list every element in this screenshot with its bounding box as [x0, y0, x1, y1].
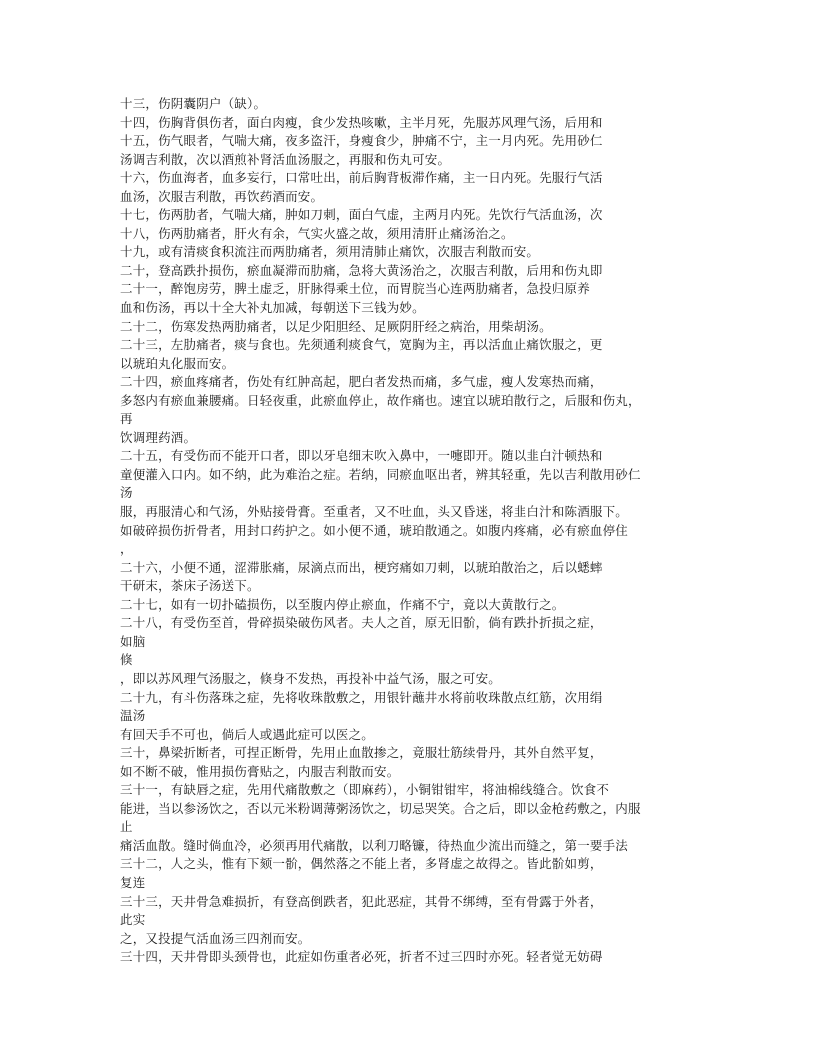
text-line: 十六，伤血海者，血多妄行，口常吐出，前后胸背板滞作痛，主一日内死。先服行气活 [120, 170, 603, 186]
text-line: 如脑 [120, 633, 146, 649]
text-line: 二十三，左肋痛者，痰与食也。先须通利痰食气，宽胸为主，再以活血止痛饮服之，更 [120, 337, 603, 353]
text-line: 二十五，有受伤而不能开口者，即以牙皂细末吹入鼻中，一嚏即开。随以韭白汁顿热和 [120, 448, 603, 464]
text-line: 三十四，天井骨即头颈骨也，此症如伤重者必死，折者不过三四时亦死。轻者觉无妨碍 [120, 949, 603, 965]
text-line: 止 [120, 819, 133, 835]
text-line: 痛活血散。缝时倘血冷，必须再用代痛散，以利刀略镰，待热血少流出而缝之，第一要手法 [120, 837, 629, 853]
text-line: 二十四，瘀血疼痛者，伤处有红肿高起，肥白者发热而痛，多气虚，瘦人发寒热而痛， [120, 374, 603, 390]
text-line: 十九，或有清痰食积流注而两肋痛者，须用清肺止痛饮，次服吉利散而安。 [120, 244, 540, 260]
text-line: 二十二，伤寒发热两肋痛者，以足少阳胆经、足厥阴肝经之病治，用柴胡汤。 [120, 318, 552, 334]
text-line: 汤调吉利散，次以酒煎补肾活血汤服之，再服和伤丸可安。 [120, 151, 451, 167]
text-line: 十七，伤两肋者，气喘大痛，肿如刀刺，面白气虚，主两月内死。先饮行气活血汤，次 [120, 207, 603, 223]
text-line: ， [120, 541, 133, 557]
text-line: 温汤 [120, 708, 146, 724]
text-line: 二十，登高跌扑损伤，瘀血凝滞而肋痛，急将大黄汤治之，次服吉利散，后用和伤丸即 [120, 262, 603, 278]
text-line: 之，又投提气活血汤三四剂而安。 [120, 930, 311, 946]
text-line: 此实 [120, 912, 146, 928]
text-line: 二十七，如有一切扑磕损伤，以至腹内停止瘀血，作痛不宁，竟以大黄散行之。 [120, 596, 565, 612]
text-line: 十四，伤胸背俱伤者，面白肉瘦，食少发热咳嗽，主半月死，先服苏风理气汤，后用和 [120, 114, 603, 130]
text-line: ，即以苏风理气汤服之，倏身不发热，再投补中益气汤，服之可安。 [120, 670, 502, 686]
text-line: 三十一，有缺唇之症，先用代痛散敷之（即麻药），小铜钳钳牢，将油棉线缝合。饮食不 [120, 782, 610, 798]
text-line: 干研末，茶床子汤送下。 [120, 578, 260, 594]
text-line: 童便灌入口内。如不纳，此为难治之症。若纳，同瘀血呕出者，辨其轻重，先以吉利散用砂仁 [120, 466, 641, 482]
text-line: 复连 [120, 874, 146, 890]
document-body [120, 95, 700, 967]
text-line: 再 [120, 411, 133, 427]
text-line: 二十九，有斗伤落珠之症，先将收珠散敷之，用银针蘸井水将前收珠散点红筋，次用绢 [120, 689, 603, 705]
text-line: 饮调理药酒。 [120, 429, 197, 445]
text-line: 二十八，有受伤至首，骨碎损染破伤风者。夫人之首，原无旧骱，倘有跌扑折损之症， [120, 615, 603, 631]
text-line: 血和伤汤，再以十全大补丸加减，每朝送下三钱为妙。 [120, 300, 425, 316]
text-line: 十三，伤阴囊阴户（缺）。 [120, 96, 267, 111]
text-line: 二十六，小便不通，涩滞胀痛，尿滴点而出，梗窍痛如刀刺，以琥珀散治之，后以蟋蟀 [120, 559, 603, 575]
text-line: 以琥珀丸化服而安。 [120, 355, 235, 371]
text-line: 血汤，次服吉利散，再饮药酒而安。 [120, 188, 324, 204]
text-line: 有回天手不可也，倘后人或遇此症可以医之。 [120, 726, 375, 742]
text-line: 如破碎损伤折骨者，用封口药护之。如小便不通，琥珀散通之。如腹内疼痛，必有瘀血停住 [120, 522, 629, 538]
text-line: 十八，伤两肋痛者，肝火有余，气实火盛之故，须用清肝止痛汤治之。 [120, 225, 514, 241]
text-line: 如不断不破，惟用损伤膏贴之，内服吉利散而安。 [120, 763, 400, 779]
text-line: 多怒内有瘀血兼腰痛。日轻夜重，此瘀血停止，故作痛也。速宜以琥珀散行之，后服和伤丸， [120, 392, 641, 408]
text-line: 倏 [120, 652, 133, 668]
text-line: 能进，当以参汤饮之，否以元米粉调薄粥汤饮之，切忌哭笑。合之后，即以金枪药敷之，内服 [120, 800, 641, 816]
text-line: 三十二，人之头，惟有下颏一骱，偶然落之不能上者，多肾虚之故得之。皆此骱如剪， [120, 856, 603, 872]
text-line: 十五，伤气眼者，气喘大痛，夜多盗汗，身瘦食少，肿痛不宁，主一月内死。先用砂仁 [120, 133, 603, 149]
text-line: 汤 [120, 485, 133, 501]
text-line: 二十一，醉饱房劳，脾土虚乏，肝脉得乘土位，而胃脘当心连两肋痛者，急投归原养 [120, 281, 590, 297]
text-line: 三十三，天井骨急难损折，有登高倒跌者，犯此恶症，其骨不绑缚，至有骨露于外者， [120, 893, 603, 909]
text-line: 三十，鼻梁折断者，可捏正断骨，先用止血散掺之，竟服壮筋续骨丹，其外自然平复， [120, 745, 603, 761]
text-line: 服，再服清心和气汤，外贴接骨膏。至重者，又不吐血，头又昏迷，将韭白汁和陈酒服下。 [120, 504, 629, 520]
